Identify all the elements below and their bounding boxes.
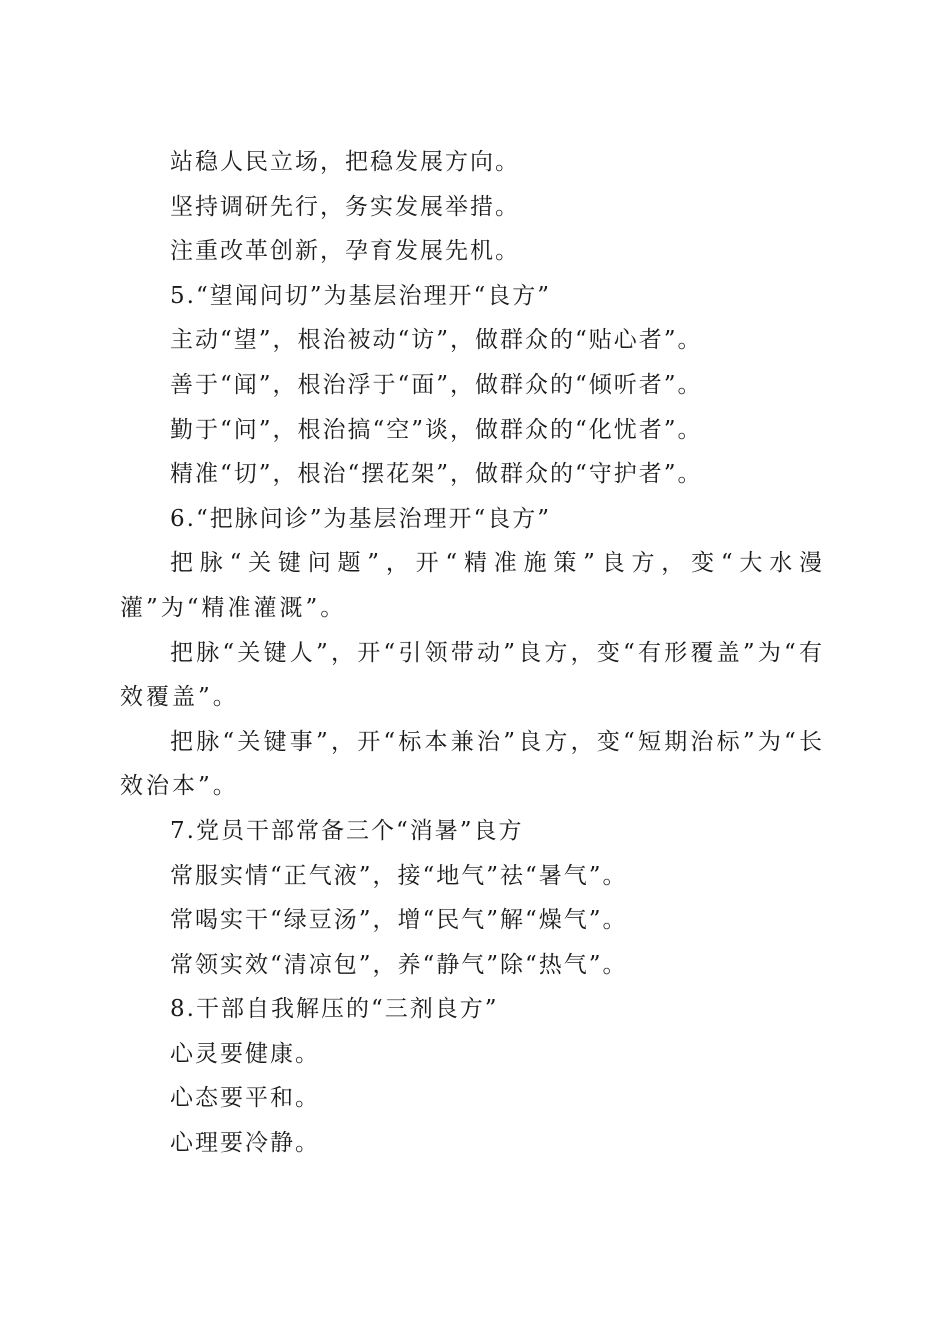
paragraph: 善于“闻”，根治浮于“面”，做群众的“倾听者”。 (170, 371, 703, 398)
paragraph: 勤于“问”，根治搞“空”谈，做群众的“化忧者”。 (170, 416, 703, 443)
paragraph: 常服实情“正气液”，接“地气”祛“暑气”。 (170, 862, 628, 889)
section-heading: 6.“把脉问诊”为基层治理开“良方” (170, 505, 551, 532)
paragraph: 心灵要健康。 (170, 1040, 320, 1067)
paragraph: 把脉“关键人”，开“引领带动”良方，变“有形覆盖”为“有效覆盖”。 (120, 639, 825, 711)
paragraph: 精准“切”，根治“摆花架”，做群众的“守护者”。 (170, 461, 703, 488)
paragraph: 坚持调研先行，务实发展举措。 (170, 193, 520, 220)
document-body (120, 140, 825, 1166)
paragraph: 站稳人民立场，把稳发展方向。 (170, 149, 520, 175)
section-heading: 7.党员干部常备三个“消暑”良方 (170, 817, 524, 844)
paragraph: 把脉“关键问题”，开“精准施策”良方，变“大水漫灌”为“精准灌溉”。 (120, 550, 825, 621)
paragraph: 把脉“关键事”，开“标本兼治”良方，变“短期治标”为“长效治本”。 (120, 728, 825, 800)
section-heading: 5.“望闻问切”为基层治理开“良方” (170, 282, 551, 309)
paragraph: 心态要平和。 (170, 1085, 320, 1112)
paragraph: 主动“望”，根治被动“访”，做群众的“贴心者”。 (170, 327, 703, 354)
section-heading: 8.干部自我解压的“三剂良方” (170, 996, 499, 1023)
paragraph: 心理要冷静。 (170, 1130, 320, 1157)
paragraph: 常喝实干“绿豆汤”，增“民气”解“燥气”。 (170, 907, 628, 934)
paragraph: 常领实效“清凉包”，养“静气”除“热气”。 (170, 951, 628, 978)
paragraph: 注重改革创新，孕育发展先机。 (170, 238, 520, 265)
